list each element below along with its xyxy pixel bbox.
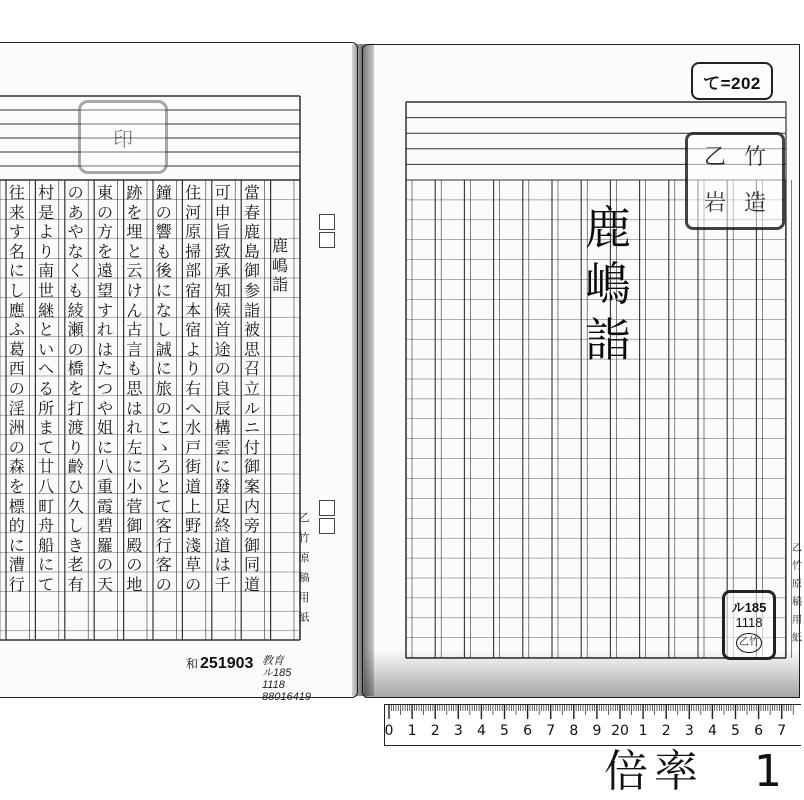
ruler-label: 5	[731, 723, 740, 739]
ruler-label: 2	[661, 723, 671, 739]
circle-seal: 乙竹	[736, 633, 762, 653]
manuscript-text-column: 村 是 よ り 南 世 継 と い へ る 所 ま て 廿 八 町 舟 船 に て	[38, 183, 55, 594]
manuscript-text-column: 往 来 す 名 に し 應 ふ 葛 西 の 淫 洲 の 森 を 標 的 に 漕 行	[8, 183, 25, 594]
catalog-label-stamp: て=202	[691, 62, 773, 100]
shelf-number-stamp: ル185 1118 乙竹	[722, 590, 776, 660]
note-line: 教育	[262, 655, 284, 667]
ruler-label: 6	[523, 723, 533, 739]
ruler-label: 7	[777, 723, 787, 739]
note-line: 88016419	[262, 691, 311, 703]
ruler-label: 5	[500, 723, 509, 739]
measurement-ruler	[384, 704, 801, 746]
ruler-label: 7	[546, 723, 556, 739]
manuscript-text-column: 當 春 鹿 島 御 参 詣 被 思 召 立 ル ニ 付 御 案 内 旁 御 同 道	[243, 183, 260, 594]
ruler-label: 0	[384, 723, 394, 739]
ruler-label: 20	[611, 723, 629, 739]
manuscript-text-column: 住 河 原 掃 部 宿 本 宿 よ り 右 へ 水 戸 街 道 上 野 淺 草 の	[185, 183, 202, 594]
manuscript-text-column: 可 申 旨 致 承 知 候 首 途 の 良 辰 構 雲 に 發 足 終 道 は 千	[214, 183, 231, 594]
note-line: ル185	[262, 667, 292, 679]
magnification-label: 倍率 1	[604, 746, 788, 797]
archive-number: 和 251903	[186, 655, 254, 672]
ruler-label: 6	[754, 723, 764, 739]
manuscript-text-column: 鐘 の 響 も 後 に な し 誠 に 旅 の こ ゝ ろ と て 客 行 客 の	[155, 183, 172, 594]
left-paper-mark: 乙 竹 原 稿 用 紙	[298, 511, 310, 624]
ruler-label: 4	[707, 723, 717, 739]
ruler-label: 1	[407, 723, 417, 739]
manuscript-text-column: の あ や な く も 綾 瀬 の 橋 を 打 渡 り 齡 ひ 久 し き 老 有	[67, 183, 84, 594]
right-page-title: 鹿 嶋 詣	[585, 201, 631, 367]
manuscript-text-column: 東 の 方 を 遠 望 す れ は た つ や 姐 に 八 重 霞 碧 羅 の 天	[96, 183, 113, 594]
manuscript-text-column: 跡 を 埋 と 云 け ん 古 言 も 思 は れ 左 に 小 菅 御 殿 の 地	[126, 183, 143, 594]
right-paper-mark: 乙 竹 原 稿 用 紙	[792, 543, 802, 644]
ruler-label: 8	[569, 723, 579, 739]
ruler-label: 9	[592, 723, 602, 739]
ruler-label: 3	[684, 723, 694, 739]
note-line: 1118	[262, 679, 285, 691]
ruler-label: 3	[453, 723, 463, 739]
ruler-label: 4	[476, 723, 486, 739]
ruler-label: 2	[430, 723, 440, 739]
left-page-heading: 鹿 嶋 詣	[271, 236, 288, 295]
ownership-seal: 乙 竹 岩 造	[685, 132, 785, 230]
ruler-scale	[385, 705, 801, 745]
faded-archive-seal: 印	[78, 100, 168, 174]
ruler-label: 1	[638, 723, 648, 739]
